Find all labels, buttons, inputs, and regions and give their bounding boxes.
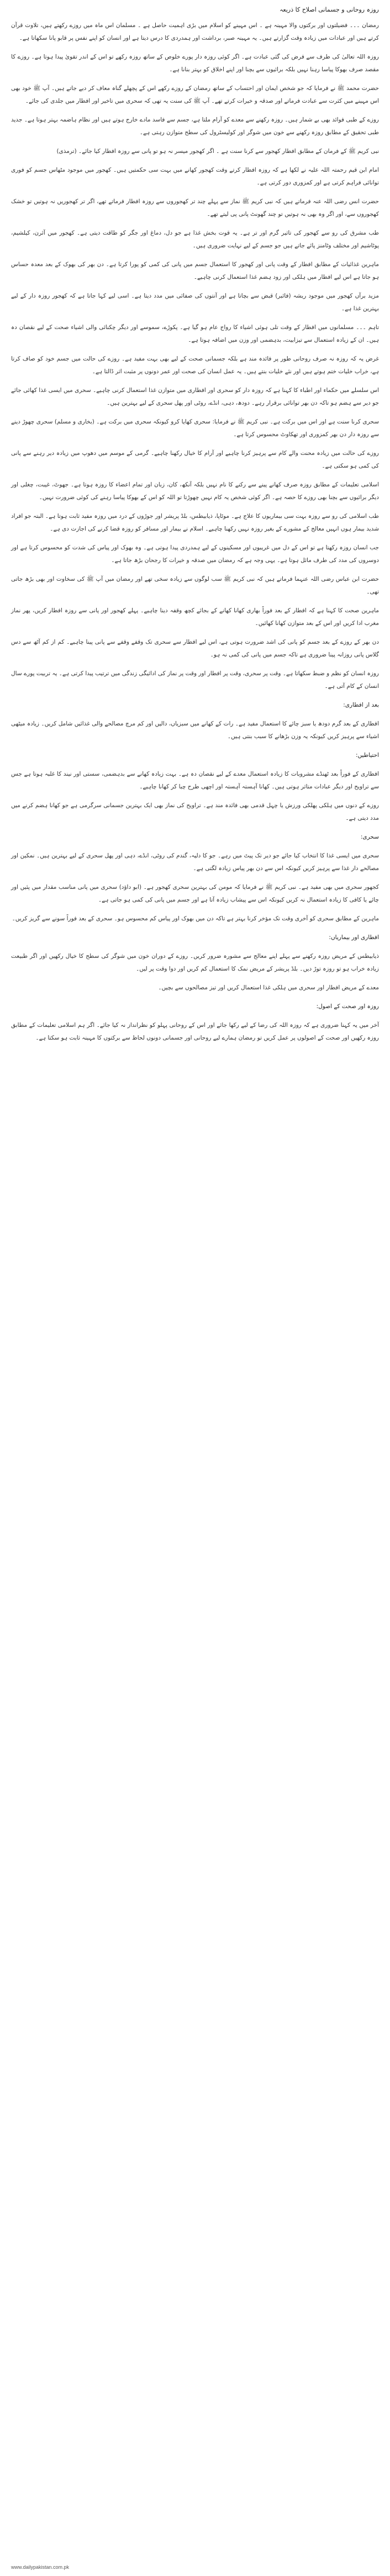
paragraph: کجھور سحری میں بھی مفید ہے۔ نبی کریم ﷺ نے فرمایا کہ مومن کی بہترین سحری کھجور ہے۔ (ابو داؤد) سحری میں پانی مناسب مقدار میں پئیں اور چائے یا کافی کا زیادہ استعمال نہ کریں کیونکہ اس سے پیشاب زیادہ آتا ہے اور جسم میں پانی کی کمی ہو جاتی ہے۔ <box>11 884 379 903</box>
subheading-health: افطاری اور بیماریاں: <box>329 934 379 941</box>
paragraph: روزے کے طبی فوائد بھی بے شمار ہیں۔ روزہ رکھنے سے معدے کو آرام ملتا ہے، جسم سے فاسد مادے خارج ہوتے ہیں اور نظام ہاضمہ بہتر ہوتا ہے۔ جدید طبی تحقیق کے مطابق روزہ رکھنے سے خون میں شوگر اور کولیسٹرول کی سطح متوازن رہتی ہے۔ <box>11 116 379 136</box>
article-title: روزہ روحانی و جسمانی اصلاح کا ذریعہ <box>280 6 379 13</box>
paragraph: سحری میں ایسی غذا کا انتخاب کیا جائے جو دیر تک پیٹ میں رہے۔ جو کا دلیہ، گندم کی روٹی، انڈے، دہی اور پھل سحری کے لیے بہترین ہیں۔ نمکین اور مصالحے دار غذا سے پرہیز کریں کیونکہ اس سے دن بھر پیاس زیادہ لگتی ہے۔ <box>11 852 379 872</box>
paragraph: غرض یہ کہ روزہ نہ صرف روحانی طور پر فائدہ مند ہے بلکہ جسمانی صحت کے لیے بھی بہت مفید ہے۔ روزے کی حالت میں جسم خود کو صاف کرتا ہے، خراب خلیات ختم ہوتے ہیں اور نئے خلیات بنتے ہیں۔ یہ عمل انسان کی صحت اور عمر دونوں پر مثبت اثر ڈالتا ہے۔ <box>11 356 379 375</box>
paragraph: تاہم ۔۔۔ مسلمانوں میں افطار کے وقت تلی ہوئی اشیاء کا رواج عام ہو گیا ہے۔ پکوڑے، سموسے اور دیگر چکنائی والی اشیاء صحت کے لیے نقصان دہ ہیں۔ ان کے زیادہ استعمال سے تیزابیت، بدہضمی اور وزن میں اضافہ ہوتا ہے۔ <box>11 324 379 343</box>
paragraph: افطاری کے بعد گرم دودھ یا سبز چائے کا استعمال مفید ہے۔ رات کے کھانے میں سبزیاں، دالیں اور کم مرچ مصالحے والی غذائیں شامل کریں۔ زیادہ میٹھی اشیاء سے پرہیز کریں کیونکہ یہ وزن بڑھانے کا سبب بنتی ہیں۔ <box>11 720 379 740</box>
paragraph: ماہرین کے مطابق سحری کو آخری وقت تک مؤخر کرنا بہتر ہے تاکہ دن میں بھوک اور پیاس کم محسوس ہو۔ سحری کے بعد فوراً سونے سے گریز کریں۔ <box>12 915 379 922</box>
paragraph: ماہرین صحت کا کہنا ہے کہ افطار کے بعد فوراً بھاری کھانا کھانے کے بجائے کچھ وقفہ دینا چاہیے۔ پہلے کھجور اور پانی سے روزہ افطار کریں، پھر نماز مغرب ادا کریں اور اس کے بعد متوازن کھانا کھائیں۔ <box>11 607 379 627</box>
paragraph: روزہ انسان کو نظم و ضبط سکھاتا ہے۔ وقت پر سحری، وقت پر افطار اور وقت پر نماز کی ادائیگی زندگی میں ترتیب پیدا کرتی ہے۔ یہ تربیت پورے سال انسان کے کام آتی ہے۔ <box>11 670 379 690</box>
paragraph: طب اسلامی کی رو سے روزہ بہت سی بیماریوں کا علاج ہے۔ موٹاپا، ذیابیطس، بلڈ پریشر اور جوڑوں کے درد میں روزہ مفید ثابت ہوتا ہے۔ البتہ جو افراد شدید بیمار ہوں انہیں معالج کے مشورے کے بغیر روزہ نہیں رکھنا چاہیے۔ اسلام نے بیمار اور مسافر کو روزہ قضا کرنے کی اجازت دی ہے۔ <box>11 513 379 532</box>
paragraph: معدے کے مریض افطار اور سحری میں ہلکی غذا استعمال کریں اور تیز مصالحوں سے بچیں۔ <box>158 984 379 991</box>
paragraph: نبی کریم ﷺ کے فرمان کے مطابق افطار کھجور سے کرنا سنت ہے ۔ اگر کھجور میسر نہ ہو تو پانی سے روزہ افطار کیا جائے۔ (ترمذی) <box>56 148 379 155</box>
paragraph: آخر میں یہ کہنا ضروری ہے کہ روزہ اللہ کی رضا کے لیے رکھا جائے اور اس کے روحانی پہلو کو نظرانداز نہ کیا جائے۔ اگر ہم اسلامی تعلیمات کے مطابق روزہ رکھیں اور صحت کے اصولوں پر عمل کریں تو رمضان ہمارے لیے روحانی اور جسمانی دونوں لحاظ سے برکتوں کا مہینہ ثابت ہو سکتا ہے۔ <box>11 1022 379 1041</box>
source-watermark: www.dailypakistan.com.pk <box>11 2564 70 2570</box>
closing-section <box>11 1019 379 1045</box>
subheading-iftar: بعد از افطاری: <box>343 702 379 708</box>
paragraph: مزید برآں کھجور میں موجود ریشہ (فائبر) قبض سے بچاتا ہے اور آنتوں کی صفائی میں مدد دیتا ہے۔ اسی لیے کہا جاتا ہے کہ کھجور روزہ دار کے لیے بہترین غذا ہے۔ <box>11 293 379 312</box>
paragraph: افطاری کے فوراً بعد ٹھنڈے مشروبات کا زیادہ استعمال معدے کے لیے نقصان دہ ہے۔ بہت زیادہ کھانے سے بدہضمی، سستی اور نیند کا غلبہ ہوتا ہے جس سے تراویح اور دیگر عبادات متاثر ہوتی ہیں۔ کھانا آہستہ آہستہ اور اچھی طرح چبا کر کھانا چاہیے۔ <box>11 771 379 790</box>
paragraph: حضرت ابن عباس رضی اللہ عنہما فرماتے ہیں کہ نبی کریم ﷺ سب لوگوں سے زیادہ سخی تھے اور رمضان میں آپ ﷺ کی سخاوت اور بھی بڑھ جاتی تھی۔ <box>11 576 379 595</box>
paragraph: دن بھر کے روزے کے بعد جسم کو پانی کی اشد ضرورت ہوتی ہے، اس لیے افطار سے سحری تک وقفے وقفے سے پانی پینا چاہیے۔ کم از کم آٹھ سے دس گلاس پانی روزانہ پینا ضروری ہے تاکہ جسم میں پانی کی کمی نہ ہو۔ <box>11 639 379 658</box>
subheading-precautions: احتیاطیں: <box>356 752 379 759</box>
health-section <box>11 950 379 994</box>
subheading-end: روزہ اور صحت کے اصول: <box>316 1003 379 1010</box>
paragraph: روزے کے دنوں میں ہلکی پھلکی ورزش یا چہل قدمی بھی فائدہ مند ہے۔ تراویح کی نماز بھی ایک بہترین جسمانی سرگرمی ہے جو کھانا ہضم کرنے میں مدد دیتی ہے۔ <box>11 802 379 821</box>
article <box>11 0 379 2576</box>
precautions-section <box>11 768 379 825</box>
paragraph: ذیابیطس کے مریض روزہ رکھنے سے پہلے اپنے معالج سے مشورہ ضرور کریں۔ روزے کے دوران خون میں شوگر کی سطح کا خیال رکھیں اور اگر طبیعت زیادہ خراب ہو تو روزہ توڑ دیں۔ بلڈ پریشر کے مریض نمک کا استعمال کم کریں اور دوا وقت پر لیں۔ <box>11 953 379 972</box>
article-body <box>11 19 379 693</box>
subheading-sehri: سحری: <box>360 834 379 840</box>
paragraph: اسلامی تعلیمات کے مطابق روزہ صرف کھانے پینے سے رکنے کا نام نہیں بلکہ آنکھ، کان، زبان اور تمام اعضاء کا روزہ ہوتا ہے۔ جھوٹ، غیبت، چغلی اور دیگر برائیوں سے بچنا بھی روزے کا حصہ ہے۔ اگر کوئی شخص یہ کام نہیں چھوڑتا تو اللہ کو اس کے بھوکا پیاسا رہنے کی کوئی ضرورت نہیں۔ <box>11 481 379 501</box>
sehri-section <box>11 850 379 925</box>
paragraph: جب انسان روزہ رکھتا ہے تو اس کے دل میں غریبوں اور مسکینوں کے لیے ہمدردی پیدا ہوتی ہے۔ وہ بھوک اور پیاس کی شدت کو محسوس کرتا ہے اور دوسروں کی مدد کی طرف مائل ہوتا ہے۔ یہی وجہ ہے کہ رمضان میں صدقہ و خیرات کا رجحان بڑھ جاتا ہے۔ <box>11 544 379 564</box>
paragraph: حضرت انس رضی اللہ عنہ فرماتے ہیں کہ نبی کریم ﷺ نماز سے پہلے چند تر کھجوروں سے روزہ افطار فرماتے تھے، اگر تر کھجوریں نہ ہوتیں تو خشک کھجوروں سے، اور اگر وہ بھی نہ ہوتیں تو چند گھونٹ پانی پی لیتے تھے۔ <box>11 198 379 218</box>
paragraph: امام ابن قیم رحمتہ اللہ علیہ نے لکھا ہے کہ روزہ افطار کرتے وقت کھجور کھانے میں بہت سی حکمتیں ہیں۔ کھجور میں موجود مٹھاس جسم کو فوری توانائی فراہم کرتی ہے اور کمزوری دور کرتی ہے۔ <box>11 167 379 186</box>
iftar-section <box>11 718 379 743</box>
paragraph: حضرت محمد ﷺ نے فرمایا کہ جو شخص ایمان اور احتساب کے ساتھ رمضان کے روزے رکھے اس کے پچھلے گناہ معاف کر دیے جاتے ہیں۔ آپ ﷺ خود بھی اس مہینے میں کثرت سے عبادت فرماتے اور صدقہ و خیرات کرتے تھے۔ آپ ﷺ کی سنت یہ تھی کہ سحری میں تاخیر اور افطار میں جلدی کی جائے۔ <box>11 85 379 104</box>
paragraph: روزے کی حالت میں زیادہ محنت والے کام سے پرہیز کرنا چاہیے اور آرام کا خیال رکھنا چاہیے۔ گرمی کے موسم میں دھوپ میں زیادہ دیر رہنے سے پانی کی کمی ہو سکتی ہے۔ <box>11 450 379 469</box>
paragraph: سحری کرنا سنت ہے اور اس میں برکت ہے۔ نبی کریم ﷺ نے فرمایا: سحری کھایا کرو کیونکہ سحری میں برکت ہے۔ (بخاری و مسلم) سحری چھوڑ دینے سے روزہ دار دن بھر کمزوری اور تھکاوٹ محسوس کرتا ہے۔ <box>11 418 379 438</box>
paragraph: اس سلسلے میں حکماء اور اطباء کا کہنا ہے کہ روزہ دار کو سحری اور افطاری میں متوازن غذا استعمال کرنی چاہیے۔ سحری میں ایسی غذا کھائی جائے جو دیر سے ہضم ہو تاکہ دن بھر توانائی برقرار رہے۔ دودھ، دہی، انڈے، روٹی اور پھل سحری کے لیے بہترین ہیں۔ <box>11 387 379 406</box>
paragraph: طب مشرق کی رو سے کھجور کی تاثیر گرم اور تر ہے۔ یہ قوت بخش غذا ہے جو دل، دماغ اور جگر کو طاقت دیتی ہے۔ کھجور میں آئرن، کیلشیم، پوٹاشیم اور مختلف وٹامنز پائے جاتے ہیں جو جسم کے لیے نہایت ضروری ہیں۔ <box>11 230 379 249</box>
paragraph: رمضان ۔۔۔ فضیلتوں اور برکتوں والا مہینہ ہے ۔ اس مہینے کو اسلام میں بڑی اہمیت حاصل ہے ۔ مسلمان اس ماہ میں روزے رکھتے ہیں، تلاوت قرآن کرتے ہیں اور عبادات میں زیادہ وقت گزارتے ہیں۔ یہ مہینہ صبر، برداشت اور ہمدردی کا درس دیتا ہے اور انسان کو اپنے نفس پر قابو پانا سکھاتا ہے۔ <box>11 22 379 41</box>
paragraph: ماہرین غذائیات کے مطابق افطار کے وقت پانی اور کھجور کا استعمال جسم میں پانی کی کمی کو پورا کرتا ہے۔ دن بھر کی بھوک کے بعد معدہ حساس ہو جاتا ہے اس لیے افطار میں ہلکی اور زود ہضم غذا استعمال کرنی چاہیے۔ <box>11 261 379 280</box>
paragraph: روزہ اللہ تعالیٰ کی طرف سے فرض کی گئی عبادت ہے۔ اگر کوئی روزہ دار پورے خلوص کے ساتھ روزہ رکھے تو اس کے اندر تقویٰ پیدا ہوتا ہے۔ روزے کا مقصد صرف بھوکا پیاسا رہنا نہیں بلکہ برائیوں سے بچنا اور اپنے اخلاق کو بہتر بنانا ہے۔ <box>11 54 379 73</box>
